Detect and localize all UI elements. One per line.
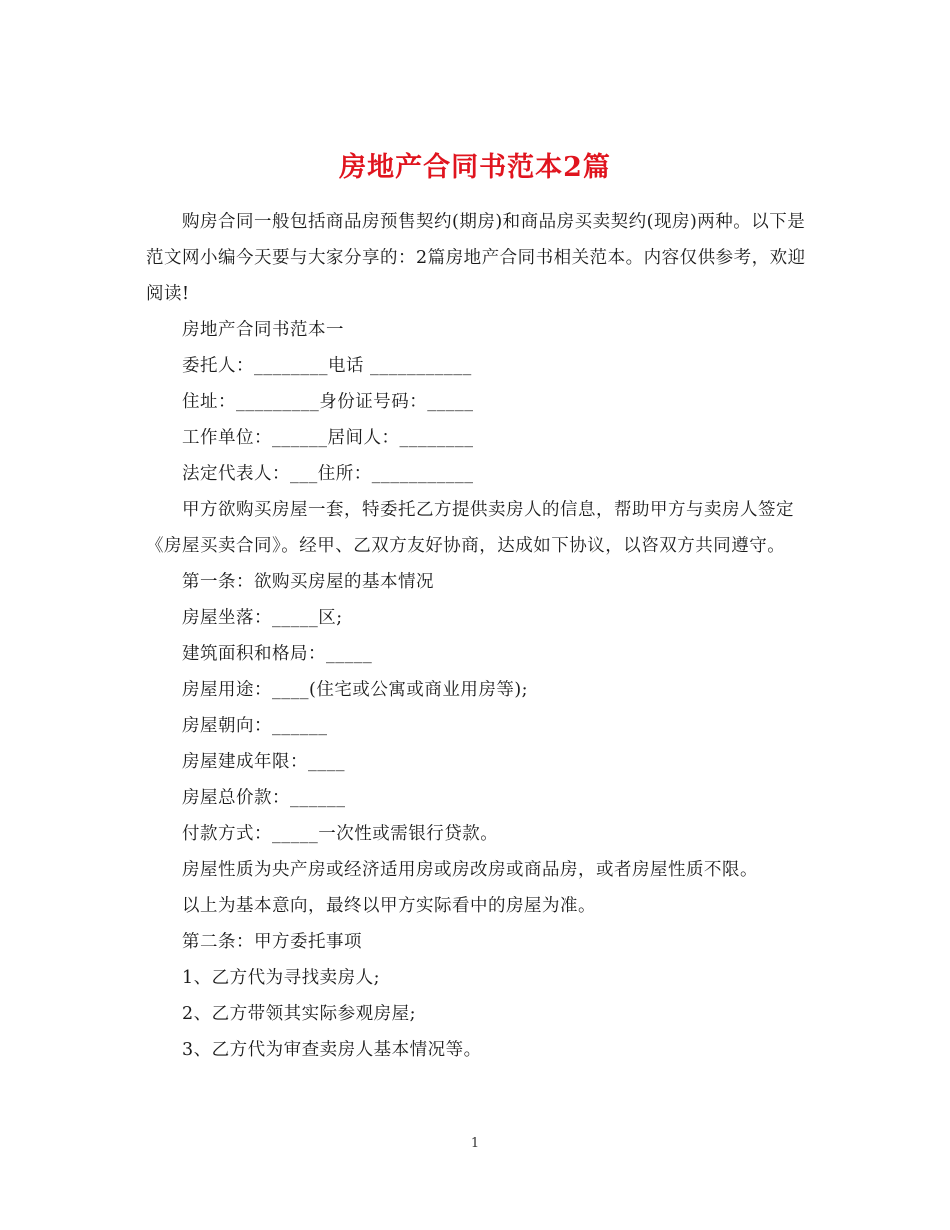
list-item: 3、乙方代为审查卖房人基本情况等。: [182, 1040, 482, 1060]
field-legal-rep-residence: 法定代表人：___住所：___________: [182, 464, 474, 484]
field-house-age: 房屋建成年限：____: [182, 752, 345, 772]
field-address-id-number: 住址：_________身份证号码：_____: [182, 392, 474, 412]
house-nature-paragraph: 房屋性质为央产房或经济适用房或房改房或商品房，或者房屋性质不限。: [182, 860, 758, 880]
intro-paragraph: 购房合同一般包括商品房预售契约(期房)和商品房买卖契约(现房)两种。以下是范文网小编今天要与大家分享的：2篇房地产合同书相关范本。内容仅供参考，欢迎阅读!: [146, 212, 806, 304]
list-item: 1、乙方代为寻找卖房人;: [182, 968, 381, 988]
field-client-phone: 委托人：________电话 ___________: [182, 356, 472, 376]
field-employer-broker: 工作单位：______居间人：________: [182, 428, 474, 448]
document-title: 房地产合同书范本2篇: [339, 152, 611, 184]
basic-intent-paragraph: 以上为基本意向，最终以甲方实际看中的房屋为准。: [182, 896, 596, 916]
section-heading-contract-one: 房地产合同书范本一: [182, 320, 344, 340]
document-body: [146, 204, 806, 1068]
field-building-area-layout: 建筑面积和格局：_____: [182, 644, 373, 664]
list-item: 2、乙方带领其实际参观房屋;: [182, 1004, 417, 1024]
commission-paragraph: 甲方欲购买房屋一套，特委托乙方提供卖房人的信息，帮助甲方与卖房人签定《房屋买卖合同》。经甲、乙双方友好协商，达成如下协议，以咨双方共同遵守。: [146, 500, 794, 556]
article-two-heading: 第二条：甲方委托事项: [182, 932, 362, 952]
article-one-heading: 第一条：欲购买房屋的基本情况: [182, 572, 434, 592]
field-payment-method: 付款方式：_____一次性或需银行贷款。: [182, 824, 499, 844]
page-number: 1: [470, 1136, 480, 1151]
field-total-price: 房屋总价款：______: [182, 788, 346, 808]
field-house-orientation: 房屋朝向：______: [182, 716, 328, 736]
field-house-usage: 房屋用途：____(住宅或公寓或商业用房等);: [182, 680, 529, 700]
field-house-location: 房屋坐落：_____区;: [182, 608, 343, 628]
